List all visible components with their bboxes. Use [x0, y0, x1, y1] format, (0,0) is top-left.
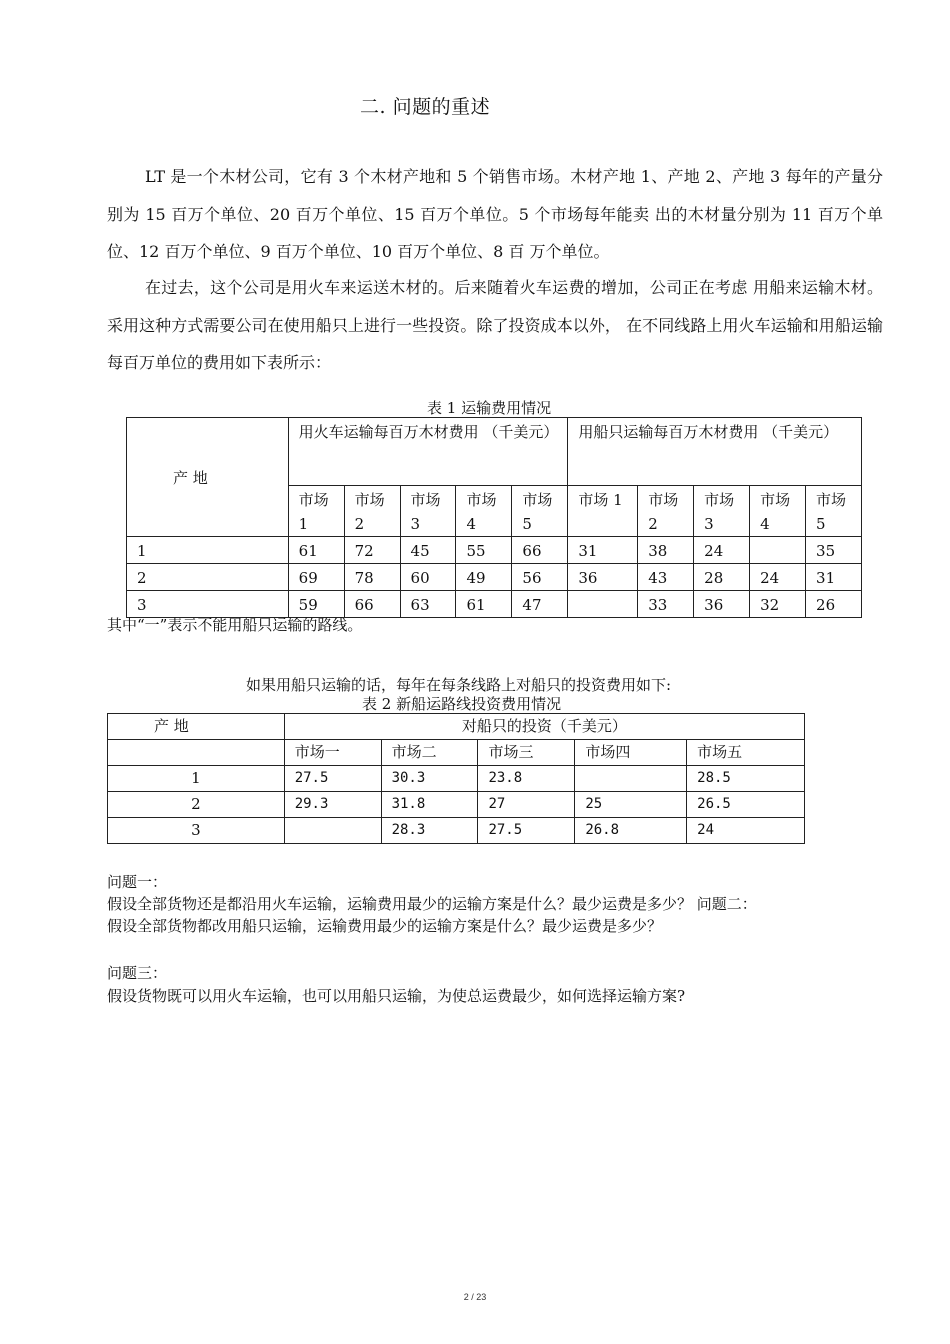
ship-cost-cell: 31 — [806, 564, 862, 591]
train-cost-cell: 60 — [400, 564, 456, 591]
origin-cell: 3 — [127, 591, 289, 618]
ship-cost-cell: 36 — [568, 564, 638, 591]
table-row — [108, 766, 805, 792]
train-cost-header: 用火车运输每百万木材费用 （千美元） — [288, 418, 568, 486]
ship-market-header: 市场 1 — [568, 486, 638, 537]
ship-cost-cell: 35 — [806, 537, 862, 564]
question-3-text: 假设货物既可以用火车运输，也可以用船只运输，为使总运费最少，如何选择运输方案? — [107, 987, 686, 1005]
train-market-header: 市场 1 — [288, 486, 344, 537]
train-cost-cell: 69 — [288, 564, 344, 591]
investment-cell: 24 — [687, 818, 805, 844]
ship-cost-cell — [750, 537, 806, 564]
train-market-header: 市场 4 — [456, 486, 512, 537]
investment-cell: 27 — [478, 792, 575, 818]
investment-cell: 28.3 — [381, 818, 478, 844]
investment-cell: 27.5 — [284, 766, 381, 792]
ship-cost-cell: 43 — [638, 564, 694, 591]
investment-cell: 25 — [575, 792, 687, 818]
train-market-header: 市场 3 — [400, 486, 456, 537]
ship-cost-cell: 24 — [750, 564, 806, 591]
train-cost-cell: 63 — [400, 591, 456, 618]
table-row — [108, 792, 805, 818]
page-number: 2 / 23 — [463, 1292, 487, 1302]
ship-market-header: 市场 4 — [750, 486, 806, 537]
question-1-text: 假设全部货物还是都沿用火车运输，运输费用最少的运输方案是什么？最少运费是多少？ 问题二： — [107, 895, 757, 913]
table-row — [127, 537, 862, 564]
train-cost-cell: 56 — [512, 564, 568, 591]
market-header: 市场五 — [687, 740, 805, 766]
train-market-header: 市场 2 — [344, 486, 400, 537]
origin-cell: 1 — [108, 766, 285, 792]
investment-cell: 28.5 — [687, 766, 805, 792]
ship-cost-cell: 38 — [638, 537, 694, 564]
investment-cell: 26.8 — [575, 818, 687, 844]
ship-cost-header: 用船只运输每百万木材费用 （千美元） — [568, 418, 862, 486]
market-header: 市场四 — [575, 740, 687, 766]
question-2-text: 假设全部货物都改用船只运输，运输费用最少的运输方案是什么？最少运费是多少？ — [107, 917, 663, 935]
table2-caption: 表 2 新船运路线投资费用情况 — [362, 695, 562, 713]
ship-cost-cell: 32 — [750, 591, 806, 618]
ship-market-header: 市场 5 — [806, 486, 862, 537]
table-row — [108, 818, 805, 844]
train-cost-cell: 66 — [344, 591, 400, 618]
context-paragraph: 在过去，这个公司是用火车来运送木材的。后来随着火车运费的增加，公司正在考虑 用船来运输木材。采用这种方式需要公司在使用船只上进行一些投资。除了投资成本以外， 在不同线路上用火车运输和用船运输每百万单位的费用如下表所示： — [107, 278, 883, 372]
table2-intro: 如果用船只运输的话，每年在每条线路上对船只的投资费用如下: — [246, 676, 672, 694]
origin-header: 产 地 — [127, 418, 289, 537]
question-1-label: 问题一： — [107, 873, 168, 891]
question-3-label: 问题三： — [107, 964, 168, 982]
table-row — [127, 564, 862, 591]
investment-cell: 23.8 — [478, 766, 575, 792]
train-cost-cell: 61 — [456, 591, 512, 618]
market-header: 市场三 — [478, 740, 575, 766]
investment-cell: 27.5 — [478, 818, 575, 844]
investment-header: 对船只的投资（千美元） — [284, 714, 804, 740]
train-market-header: 市场 5 — [512, 486, 568, 537]
table1-caption: 表 1 运输费用情况 — [427, 399, 552, 417]
ship-investment-table — [107, 713, 805, 844]
market-header: 市场一 — [284, 740, 381, 766]
train-cost-cell: 66 — [512, 537, 568, 564]
investment-cell: 30.3 — [381, 766, 478, 792]
investment-cell — [284, 818, 381, 844]
ship-market-header: 市场 3 — [694, 486, 750, 537]
transport-cost-table — [126, 417, 862, 618]
origin-cell: 2 — [108, 792, 285, 818]
investment-cell: 29.3 — [284, 792, 381, 818]
train-cost-cell: 59 — [288, 591, 344, 618]
origin-header: 产 地 — [108, 714, 285, 740]
train-cost-cell: 55 — [456, 537, 512, 564]
investment-cell: 31.8 — [381, 792, 478, 818]
market-header: 市场二 — [381, 740, 478, 766]
train-cost-cell: 61 — [288, 537, 344, 564]
train-cost-cell: 49 — [456, 564, 512, 591]
intro-paragraph: LT 是一个木材公司，它有 3 个木材产地和 5 个销售市场。木材产地 1、产地 2、产地 3 每年的产量分别为 15 百万个单位、20 百万个单位、15 百万个单位。5 个市场每年能卖 出的木材量分别为 11 百万个单位、12 百万个单位、9 百万个单位、10 百万个单位、8 百 万个单位。 — [107, 167, 883, 261]
table1-note: 其中“一”表示不能用船只运输的路线。 — [107, 616, 363, 634]
train-cost-cell: 78 — [344, 564, 400, 591]
ship-market-header: 市场 2 — [638, 486, 694, 537]
train-cost-cell: 72 — [344, 537, 400, 564]
investment-cell: 26.5 — [687, 792, 805, 818]
ship-cost-cell — [568, 591, 638, 618]
investment-cell — [575, 766, 687, 792]
ship-cost-cell: 28 — [694, 564, 750, 591]
origin-cell: 2 — [127, 564, 289, 591]
ship-cost-cell: 36 — [694, 591, 750, 618]
section-title: 二. 问题的重述 — [360, 96, 491, 118]
origin-cell: 3 — [108, 818, 285, 844]
ship-cost-cell: 24 — [694, 537, 750, 564]
ship-cost-cell: 33 — [638, 591, 694, 618]
train-cost-cell: 45 — [400, 537, 456, 564]
train-cost-cell: 47 — [512, 591, 568, 618]
ship-cost-cell: 26 — [806, 591, 862, 618]
origin-cell: 1 — [127, 537, 289, 564]
ship-cost-cell: 31 — [568, 537, 638, 564]
